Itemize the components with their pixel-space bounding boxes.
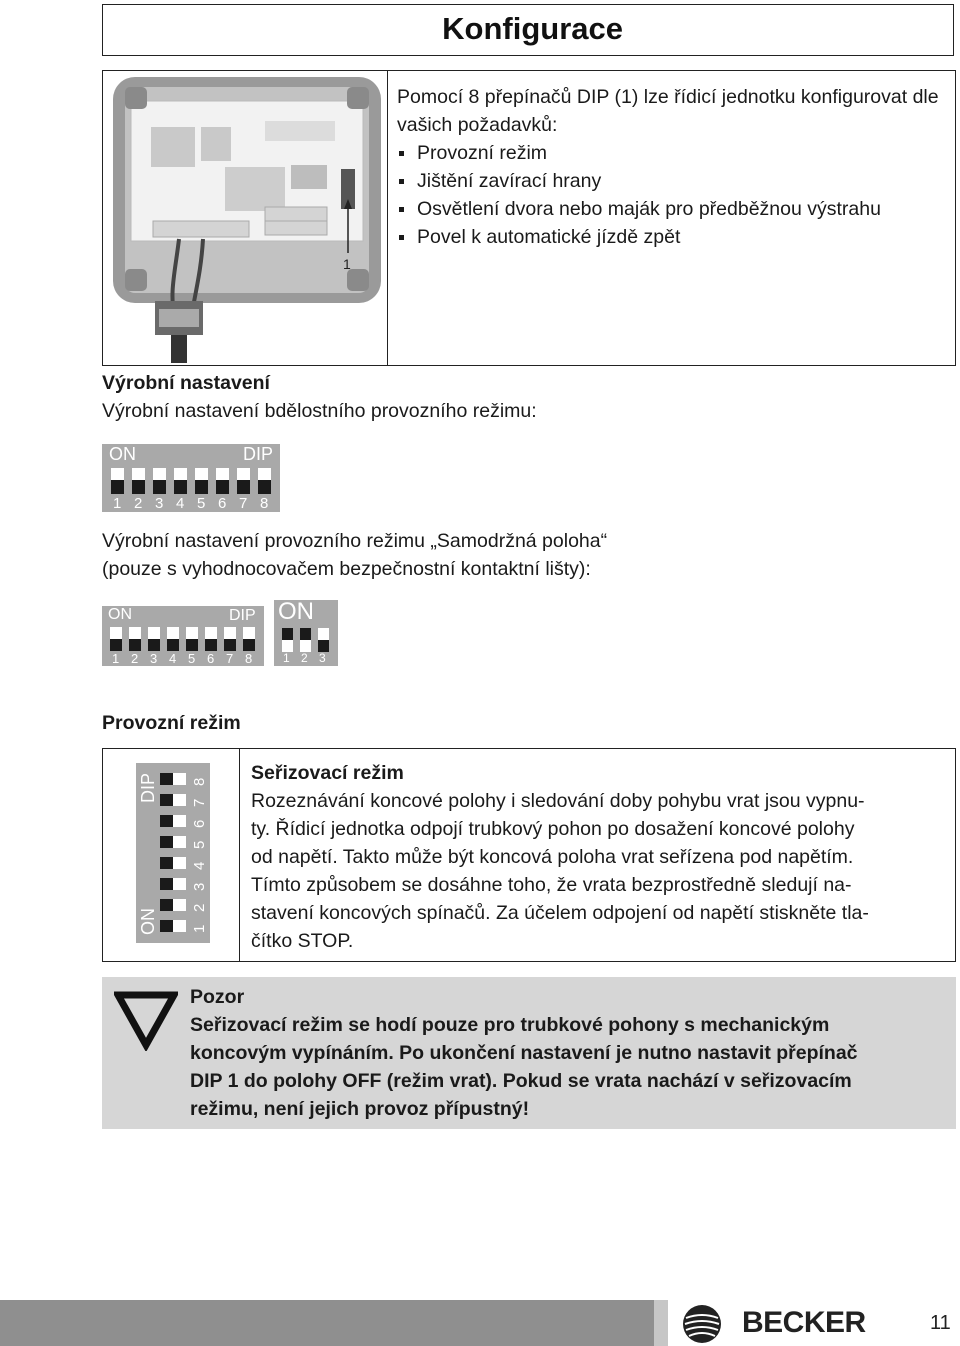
dip-number: 5 — [197, 495, 206, 512]
dip-switch-factory-default — [102, 444, 280, 512]
intro-box — [102, 70, 956, 366]
mode-line: od napětí. Takto může být koncová poloha vrat seřízena pod napětím. — [251, 846, 854, 868]
mode-line: ty. Řídicí jednotka odpojí trubkový pohon po dosažení koncové polohy — [251, 818, 855, 840]
dip-number: 2 — [191, 903, 208, 912]
dip-switch-5 — [186, 627, 198, 651]
dip-number: 6 — [191, 819, 208, 828]
factory-line-2: Výrobní nastavení provozního režimu „Samodržná poloha“ — [102, 530, 608, 552]
dip-switch-1 — [282, 628, 293, 652]
dip-number: 3 — [319, 651, 326, 665]
title-box — [102, 4, 954, 56]
list-item: Jištění zavírací hrany — [397, 167, 947, 195]
mode-divider — [239, 749, 240, 961]
dip-switch-6 — [205, 627, 217, 651]
dip-switch-safety-evaluator — [274, 600, 338, 666]
warning-triangle-icon — [114, 989, 178, 1051]
dip-switch-setup-mode — [136, 763, 210, 943]
dip-number: 6 — [207, 651, 215, 666]
mode-text — [251, 759, 941, 955]
dip-switch-7 — [237, 468, 250, 494]
dip-number: 7 — [226, 651, 234, 666]
dip-number: 2 — [301, 651, 308, 665]
intro-divider — [387, 71, 388, 365]
warning-box — [102, 977, 956, 1129]
dip-switch-self-hold — [102, 606, 264, 666]
dip-number: 2 — [131, 651, 139, 666]
dip-number: 4 — [176, 495, 185, 512]
mode-line: stavení koncových spínačů. Za účelem odpojení od napětí stiskněte tla- — [251, 902, 869, 924]
dip-switch-3 — [153, 468, 166, 494]
mode-box — [102, 748, 956, 962]
dip-number: 7 — [191, 798, 208, 807]
dip-switch-8 — [160, 773, 186, 785]
dip-switch-8 — [243, 627, 255, 651]
dip-switch-3 — [148, 627, 160, 651]
warning-title: Pozor — [190, 986, 245, 1008]
dip-switch-7 — [224, 627, 236, 651]
dip-switch-1 — [111, 468, 124, 494]
dip-number: 5 — [188, 651, 196, 666]
dip-switch-6 — [216, 468, 229, 494]
dip-switch-4 — [167, 627, 179, 651]
dip-switch-1 — [160, 920, 186, 932]
list-item: Povel k automatické jízdě zpět — [397, 223, 947, 251]
page-title: Konfigurace — [442, 11, 623, 46]
dip-on-label: ON — [108, 606, 132, 623]
dip-switch-4 — [174, 468, 187, 494]
dip-label: DIP — [229, 607, 256, 624]
intro-bullet-list — [397, 139, 947, 251]
warning-line: koncovým vypínáním. Po ukončení nastavení je nutno nastavit přepínač — [190, 1042, 858, 1064]
dip-switch-2 — [129, 627, 141, 651]
dip-switch-4 — [160, 857, 186, 869]
list-item: Osvětlení dvora nebo maják pro předběžnou výstrahu — [397, 195, 947, 223]
dip-switch-2 — [160, 899, 186, 911]
dip-number: 1 — [112, 651, 120, 666]
dip-on-label: ON — [109, 444, 136, 464]
dip-number: 6 — [218, 495, 227, 512]
warning-line: režimu, není jejich provoz přípustný! — [190, 1098, 530, 1120]
dip-switch-3 — [160, 878, 186, 890]
factory-line-3: (pouze s vyhodnocovačem bezpečnostní kontaktní lišty): — [102, 558, 591, 580]
dip-switch-2 — [132, 468, 145, 494]
dip-switch-1 — [110, 627, 122, 651]
factory-line-1: Výrobní nastavení bdělostního provozního režimu: — [102, 400, 537, 422]
footer-bar — [0, 1300, 654, 1346]
mode-heading: Provozní režim — [102, 712, 241, 734]
dip-number: 3 — [150, 651, 158, 666]
becker-logo: BECKER — [742, 1306, 866, 1339]
warning-line: Seřizovací režim se hodí pouze pro trubkové pohony s mechanickým — [190, 1014, 830, 1036]
dip-number: 2 — [134, 495, 143, 512]
dip-number: 5 — [191, 840, 208, 849]
dip-switch-5 — [195, 468, 208, 494]
mode-line: Rozeznávání koncové polohy i sledování doby pohybu vrat jsou vypnu- — [251, 790, 865, 812]
dip-number: 8 — [191, 777, 208, 786]
intro-paragraph: Pomocí 8 přepínačů DIP (1) lze řídicí jednotku konfigurovat dle vašich požadavků: — [397, 86, 939, 136]
control-unit-illustration — [105, 73, 385, 365]
dip-on-label: ON — [278, 598, 314, 625]
dip-switch-6 — [160, 815, 186, 827]
dip-number: 3 — [191, 882, 208, 891]
dip-number: 8 — [260, 495, 269, 512]
dip-number: 8 — [245, 651, 253, 666]
dip-number: 4 — [169, 651, 177, 666]
factory-heading: Výrobní nastavení — [102, 372, 270, 394]
dip-number: 1 — [113, 495, 122, 512]
dip-label: DIP — [243, 444, 274, 464]
dip-number: 4 — [191, 861, 208, 870]
dip-label: DIP — [138, 772, 158, 803]
dip-number: 1 — [283, 651, 290, 665]
warning-text — [190, 983, 950, 1123]
dip-number: 7 — [239, 495, 248, 512]
dip-switch-3 — [318, 628, 329, 652]
becker-logo-icon — [682, 1304, 722, 1344]
mode-line: čítko STOP. — [251, 930, 354, 952]
dip-switch-2 — [300, 628, 311, 652]
page-number: 11 — [930, 1312, 951, 1334]
dip-switch-8 — [258, 468, 271, 494]
dip-on-label: ON — [138, 908, 158, 935]
warning-line: DIP 1 do polohy OFF (režim vrat). Pokud se vrata nachází v seřizovacím — [190, 1070, 852, 1092]
mode-line: Tímto způsobem se dosáhne toho, že vrata bezprostředně sledují na- — [251, 874, 852, 896]
dip-number: 3 — [155, 495, 164, 512]
callout-number: 1 — [343, 256, 351, 272]
list-item: Provozní režim — [397, 139, 947, 167]
mode-title: Seřizovací režim — [251, 762, 404, 784]
dip-switch-5 — [160, 836, 186, 848]
footer-bar-accent — [654, 1300, 668, 1346]
intro-text — [397, 83, 947, 251]
dip-number: 1 — [191, 924, 208, 933]
dip-switch-7 — [160, 794, 186, 806]
